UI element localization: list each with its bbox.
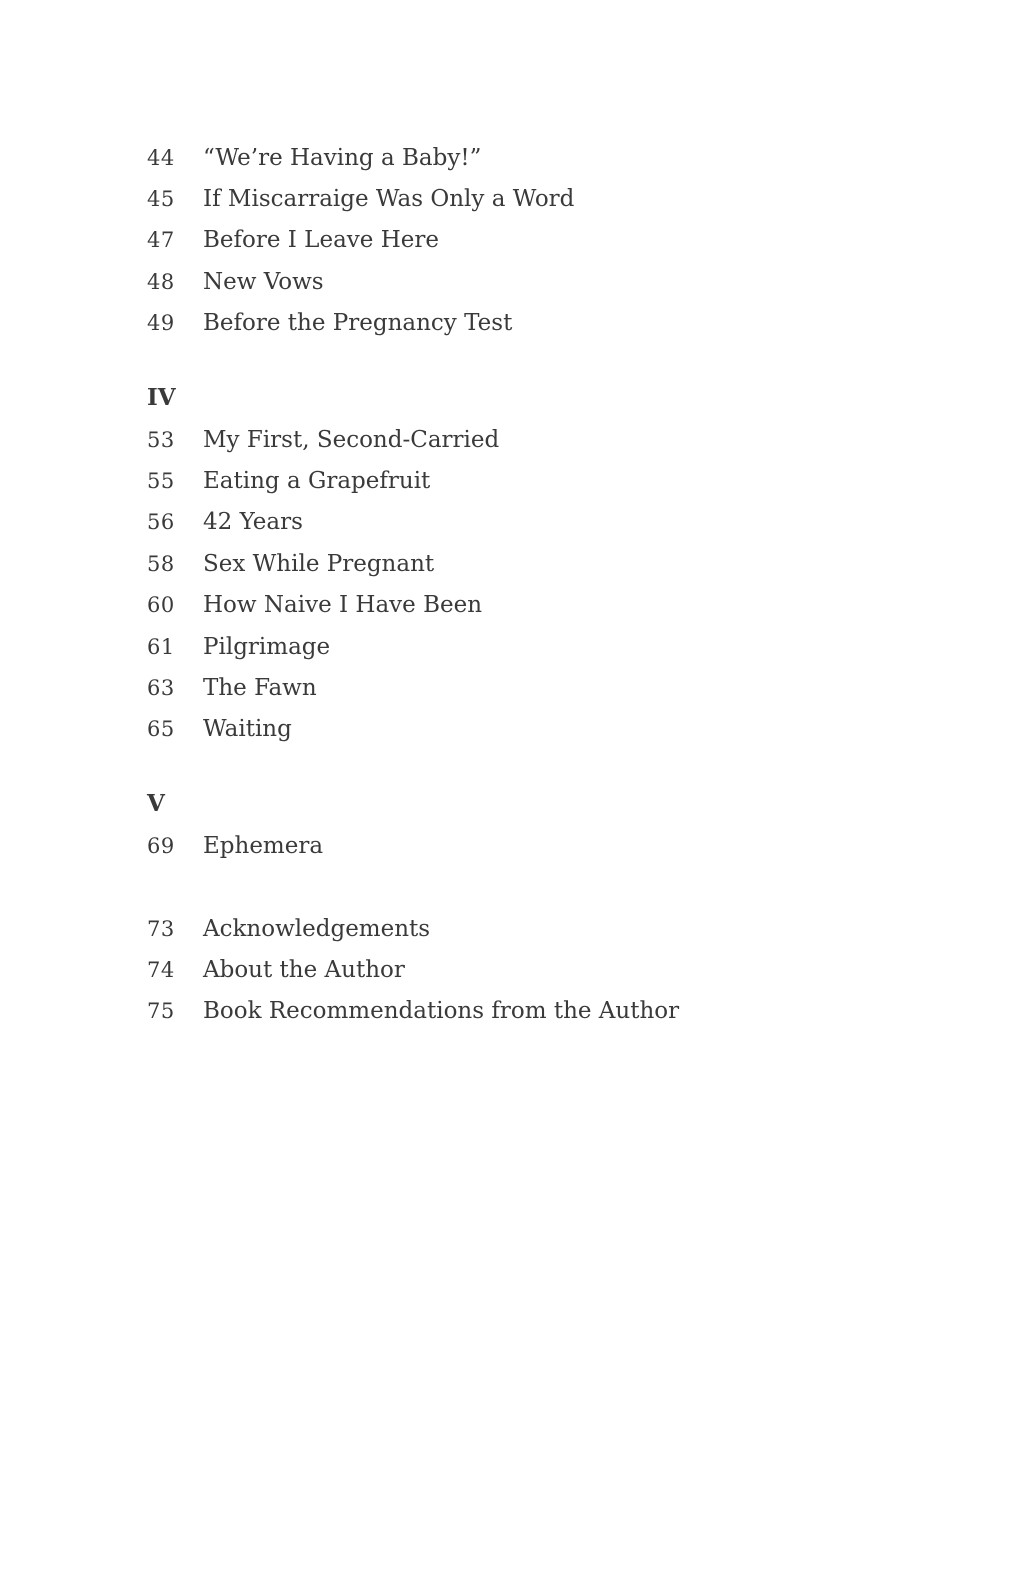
toc-entry-title: New Vows [203, 269, 324, 295]
toc-page-number: 74 [147, 958, 175, 982]
toc-page-number: 65 [147, 717, 175, 741]
toc-entry-title: About the Author [203, 957, 405, 983]
toc-page-number: 47 [147, 228, 175, 252]
toc-page-number: 56 [147, 510, 175, 534]
toc-page-number: 60 [147, 593, 175, 617]
toc-entry-title: Eating a Grapefruit [203, 468, 431, 494]
toc-entry-title: Pilgrimage [203, 634, 331, 660]
toc-page-number: 69 [147, 834, 175, 858]
toc-page-number: 53 [147, 428, 175, 452]
section-heading-v: V [147, 790, 165, 817]
toc-entry-title: Before the Pregnancy Test [203, 310, 513, 336]
toc-entry-title: “We’re Having a Baby!” [203, 145, 482, 171]
toc-entry-title: The Fawn [203, 675, 317, 701]
toc-entry-title: 42 Years [203, 509, 303, 535]
toc-entry-title: Waiting [203, 716, 292, 742]
toc-page-number: 49 [147, 311, 175, 335]
toc-entry-title: How Naive I Have Been [203, 592, 483, 618]
toc-page-number: 55 [147, 469, 175, 493]
toc-entry-title: Acknowledgements [203, 916, 431, 942]
toc-entry-title: If Miscarraige Was Only a Word [203, 186, 575, 212]
toc-entry-title: My First, Second-Carried [203, 427, 500, 453]
toc-page-number: 63 [147, 676, 175, 700]
toc-page-number: 48 [147, 270, 175, 294]
section-heading-iv: IV [147, 384, 176, 411]
toc-entry-title: Before I Leave Here [203, 227, 439, 253]
toc-entry-title: Sex While Pregnant [203, 551, 435, 577]
toc-page-number: 44 [147, 146, 175, 170]
toc-entry-title: Ephemera [203, 833, 324, 859]
toc-entry-title: Book Recommendations from the Author [203, 998, 680, 1024]
toc-page-number: 73 [147, 917, 175, 941]
toc-page-number: 75 [147, 999, 175, 1023]
toc-page-number: 61 [147, 635, 175, 659]
toc-page-number: 58 [147, 552, 175, 576]
toc-page-number: 45 [147, 187, 175, 211]
